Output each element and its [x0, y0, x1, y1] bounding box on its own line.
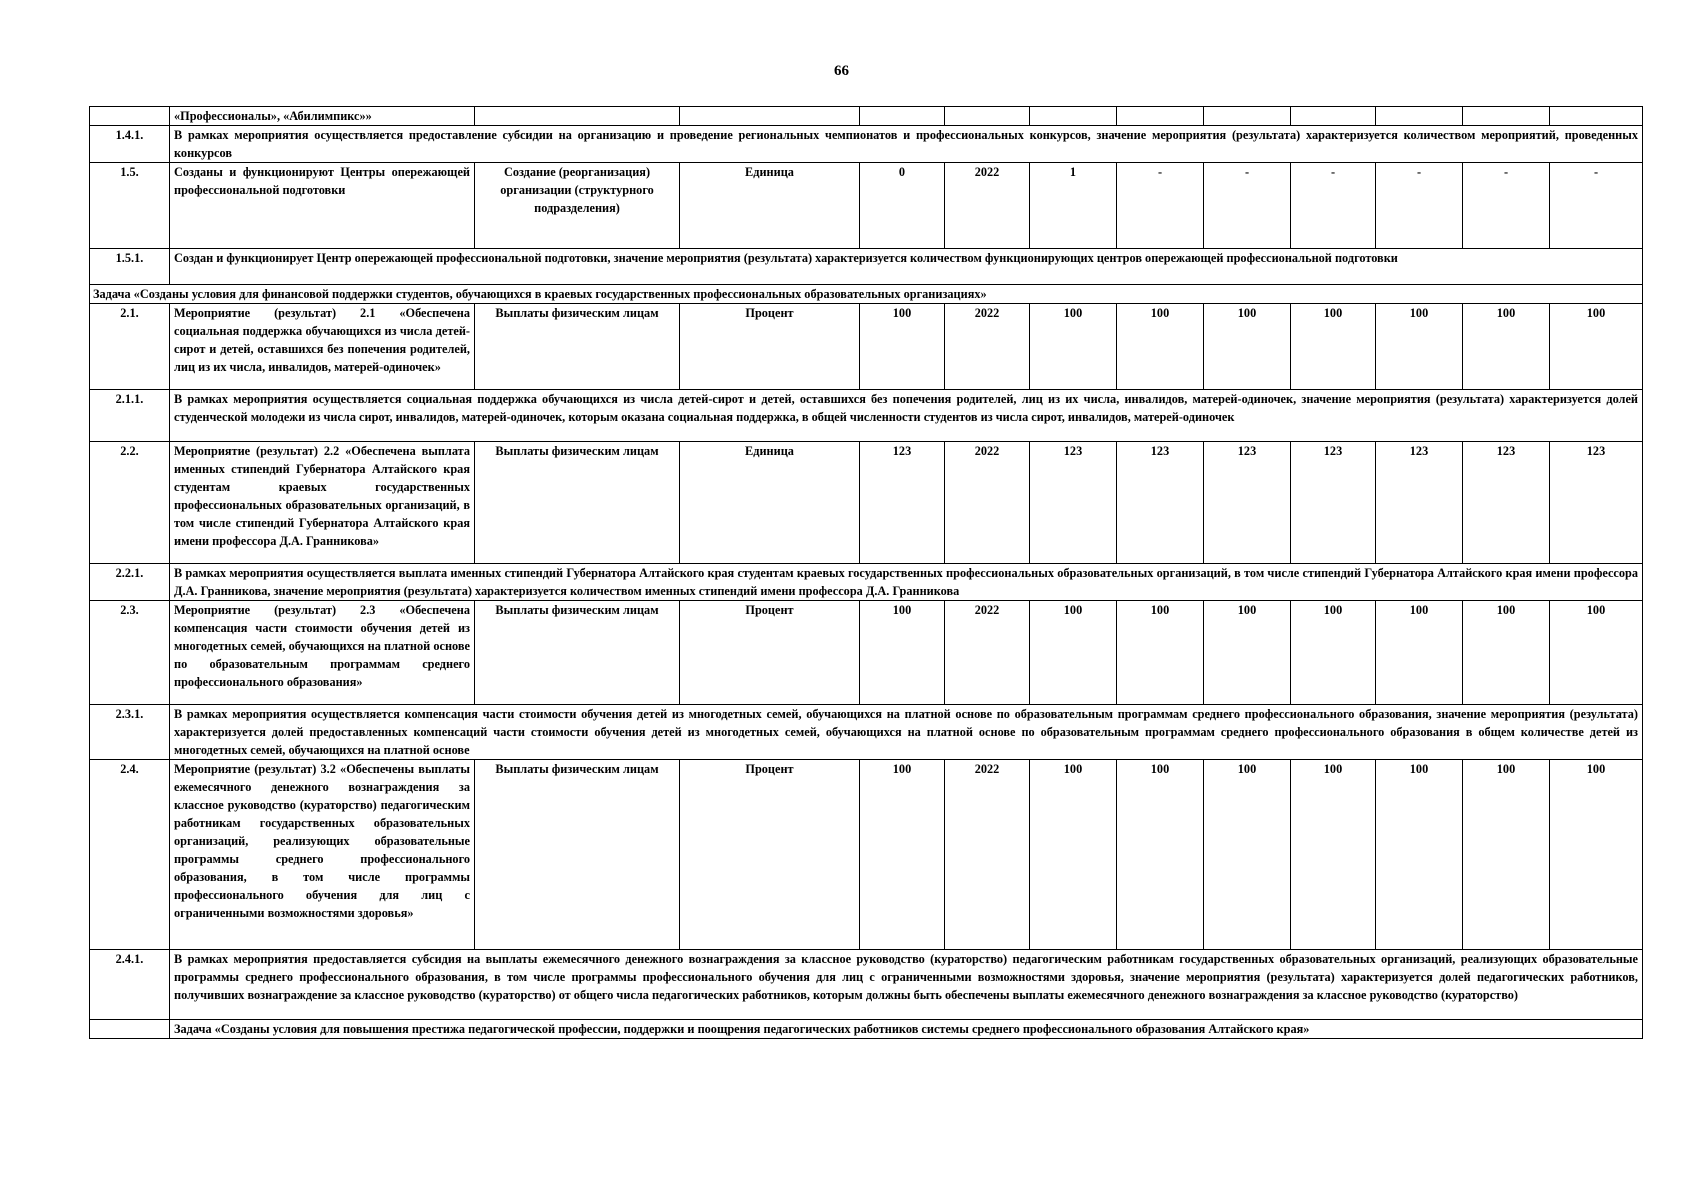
- year-value-cell: 100: [1291, 304, 1376, 390]
- row-number: 2.3.: [90, 601, 170, 705]
- indicator-name: Создание (реорганизация) организации (структурного подразделения): [475, 163, 680, 249]
- year-value-cell: 123: [1117, 442, 1204, 564]
- table-row: [90, 760, 1643, 950]
- row-number: 2.4.: [90, 760, 170, 950]
- row-number: 1.5.1.: [90, 249, 170, 285]
- table-row: [90, 601, 1643, 705]
- year-value-cell: 100: [1463, 601, 1550, 705]
- measure-name: Мероприятие (результат) 3.2 «Обеспечены выплаты ежемесячного денежного вознаграждения за классное руководство (кураторство) педагогическим работникам государственных образовательных организаций, реализующих образовательные программы среднего профессионального образования, в том числе программы профессионального обучения для лиц с ограниченными возможностями здоровья»: [170, 760, 475, 950]
- year-value-cell: 100: [1291, 760, 1376, 950]
- base-year-cell: [945, 107, 1030, 126]
- row-number: [90, 1020, 170, 1039]
- base-year-cell: 2022: [945, 304, 1030, 390]
- measure-name: Мероприятие (результат) 2.2 «Обеспечена выплата именных стипендий Губернатора Алтайского края студентам краевых государственных профессиональных образовательных организаций, в том числе стипендий Губернатора Алтайского края имени профессора Д.А. Гранникова»: [170, 442, 475, 564]
- year-value-cell: 123: [1291, 442, 1376, 564]
- year-value-cell: 123: [1550, 442, 1643, 564]
- unit-cell: Процент: [680, 304, 860, 390]
- base-value-cell: 100: [860, 601, 945, 705]
- indicator-name: Выплаты физическим лицам: [475, 760, 680, 950]
- year-value-cell: 123: [1463, 442, 1550, 564]
- year-value-cell: 100: [1463, 304, 1550, 390]
- year-value-cell: 1: [1030, 163, 1117, 249]
- base-value-cell: 0: [860, 163, 945, 249]
- year-value-cell: [1550, 107, 1643, 126]
- year-value-cell: -: [1117, 163, 1204, 249]
- measure-name: Мероприятие (результат) 2.1 «Обеспечена социальная поддержка обучающихся из числа детей-сирот и детей, оставшихся без попечения родителей, лиц из их числа, инвалидов, матерей-одиночек»: [170, 304, 475, 390]
- description-row: [90, 950, 1643, 1020]
- row-number: 2.1.1.: [90, 390, 170, 442]
- description-text: В рамках мероприятия предоставляется субсидия на выплаты ежемесячного денежного вознаграждения за классное руководство (кураторство) педагогическим работникам государственных образовательных организаций, реализующих образовательные программы среднего профессионального образования, в том числе программы профессионального обучения для лиц с ограниченными возможностями здоровья, значение мероприятия (результата) характеризуется долей педагогических работников, получивших вознаграждение за классное руководство (кураторство) от общего числа педагогических работников, которым должны быть обеспечены выплаты ежемесячного денежного вознаграждения за классное руководство (кураторство): [170, 950, 1643, 1020]
- description-row: [90, 249, 1643, 285]
- base-value-cell: 100: [860, 760, 945, 950]
- task-row: [90, 1020, 1643, 1039]
- program-table: [89, 106, 1643, 1039]
- description-row: [90, 126, 1643, 163]
- year-value-cell: [1463, 107, 1550, 126]
- description-text: В рамках мероприятия осуществляется выплата именных стипендий Губернатора Алтайского края студентам краевых государственных профессиональных образовательных организаций, в том числе стипендий Губернатора Алтайского края имени профессора Д.А. Гранникова, значение мероприятия (результата) характеризуется количеством именных стипендий имени профессора Д.А. Гранникова: [170, 564, 1643, 601]
- row-number: 2.1.: [90, 304, 170, 390]
- description-row: [90, 390, 1643, 442]
- year-value-cell: -: [1463, 163, 1550, 249]
- table-row: [90, 442, 1643, 564]
- year-value-cell: 100: [1117, 760, 1204, 950]
- table-row: [90, 163, 1643, 249]
- year-value-cell: 123: [1376, 442, 1463, 564]
- indicator-name: Выплаты физическим лицам: [475, 442, 680, 564]
- task-heading: Задача «Созданы условия для финансовой поддержки студентов, обучающихся в краевых государственных профессиональных образовательных организациях»: [90, 285, 1643, 304]
- year-value-cell: 100: [1117, 601, 1204, 705]
- base-year-cell: 2022: [945, 442, 1030, 564]
- base-year-cell: 2022: [945, 601, 1030, 705]
- page-number: 66: [834, 63, 849, 79]
- measure-name: Мероприятие (результат) 2.3 «Обеспечена компенсация части стоимости обучения детей из многодетных семей, обучающихся на платной основе по образовательным программам среднего профессионального образования»: [170, 601, 475, 705]
- year-value-cell: 100: [1030, 601, 1117, 705]
- indicator-name: [475, 107, 680, 126]
- year-value-cell: 100: [1204, 304, 1291, 390]
- year-value-cell: [1291, 107, 1376, 126]
- year-value-cell: 123: [1204, 442, 1291, 564]
- description-text: В рамках мероприятия осуществляется социальная поддержка обучающихся из числа детей-сирот и детей, оставшихся без попечения родителей, лиц из их числа, инвалидов, матерей-одиночек, значение мероприятия (результата) характеризуется долей студенческой молодежи из числа сирот, инвалидов, матерей-одиночек, которым оказана социальная поддержка, в общей численности студентов из числа сирот, инвалидов, матерей-одиночек: [170, 390, 1643, 442]
- base-value-cell: 100: [860, 304, 945, 390]
- year-value-cell: 100: [1204, 601, 1291, 705]
- row-number: [90, 107, 170, 126]
- description-text: В рамках мероприятия осуществляется компенсация части стоимости обучения детей из многодетных семей, обучающихся на платной основе по образовательным программам среднего профессионального образования, значение мероприятия (результата) характеризуется долей предоставленных компенсаций части стоимости обучения детей из многодетных семей, обучающихся на платной основе по образовательным программам среднего профессионального образования в общем количестве детей из многодетных семей, обучающихся на платной основе: [170, 705, 1643, 760]
- description-text: В рамках мероприятия осуществляется предоставление субсидии на организацию и проведение региональных чемпионатов и профессиональных конкурсов, значение мероприятия (результата) характеризуется количеством мероприятий, проведенных конкурсов: [170, 126, 1643, 163]
- description-text: Создан и функционирует Центр опережающей профессиональной подготовки, значение мероприятия (результата) характеризуется количеством функционирующих центров опережающей профессиональной подготовки: [170, 249, 1643, 285]
- year-value-cell: 123: [1030, 442, 1117, 564]
- unit-cell: Процент: [680, 601, 860, 705]
- measure-name: «Профессионалы», «Абилимпикс»»: [170, 107, 475, 126]
- year-value-cell: 100: [1376, 304, 1463, 390]
- year-value-cell: [1030, 107, 1117, 126]
- row-number: 1.4.1.: [90, 126, 170, 163]
- description-row: [90, 705, 1643, 760]
- year-value-cell: 100: [1550, 304, 1643, 390]
- base-value-cell: 123: [860, 442, 945, 564]
- measure-name: Созданы и функционируют Центры опережающей профессиональной подготовки: [170, 163, 475, 249]
- table-body: [90, 107, 1643, 1039]
- year-value-cell: 100: [1376, 601, 1463, 705]
- unit-cell: Единица: [680, 442, 860, 564]
- year-value-cell: 100: [1550, 601, 1643, 705]
- year-value-cell: -: [1376, 163, 1463, 249]
- unit-cell: Единица: [680, 163, 860, 249]
- row-number: 2.4.1.: [90, 950, 170, 1020]
- year-value-cell: 100: [1550, 760, 1643, 950]
- indicator-name: Выплаты физическим лицам: [475, 601, 680, 705]
- year-value-cell: 100: [1204, 760, 1291, 950]
- year-value-cell: 100: [1376, 760, 1463, 950]
- year-value-cell: -: [1291, 163, 1376, 249]
- row-number: 2.3.1.: [90, 705, 170, 760]
- row-number: 1.5.: [90, 163, 170, 249]
- base-year-cell: 2022: [945, 760, 1030, 950]
- year-value-cell: 100: [1030, 304, 1117, 390]
- unit-cell: [680, 107, 860, 126]
- year-value-cell: [1117, 107, 1204, 126]
- year-value-cell: 100: [1291, 601, 1376, 705]
- year-value-cell: [1204, 107, 1291, 126]
- indicator-name: Выплаты физическим лицам: [475, 304, 680, 390]
- base-year-cell: 2022: [945, 163, 1030, 249]
- base-value-cell: [860, 107, 945, 126]
- task-heading: Задача «Созданы условия для повышения престижа педагогической профессии, поддержки и поощрения педагогических работников системы среднего профессионального образования Алтайского края»: [170, 1020, 1643, 1039]
- year-value-cell: -: [1204, 163, 1291, 249]
- description-row: [90, 564, 1643, 601]
- year-value-cell: [1376, 107, 1463, 126]
- year-value-cell: -: [1550, 163, 1643, 249]
- table-row: [90, 107, 1643, 126]
- year-value-cell: 100: [1463, 760, 1550, 950]
- row-number: 2.2.: [90, 442, 170, 564]
- unit-cell: Процент: [680, 760, 860, 950]
- table-row: [90, 304, 1643, 390]
- year-value-cell: 100: [1117, 304, 1204, 390]
- row-number: 2.2.1.: [90, 564, 170, 601]
- task-row: [90, 285, 1643, 304]
- year-value-cell: 100: [1030, 760, 1117, 950]
